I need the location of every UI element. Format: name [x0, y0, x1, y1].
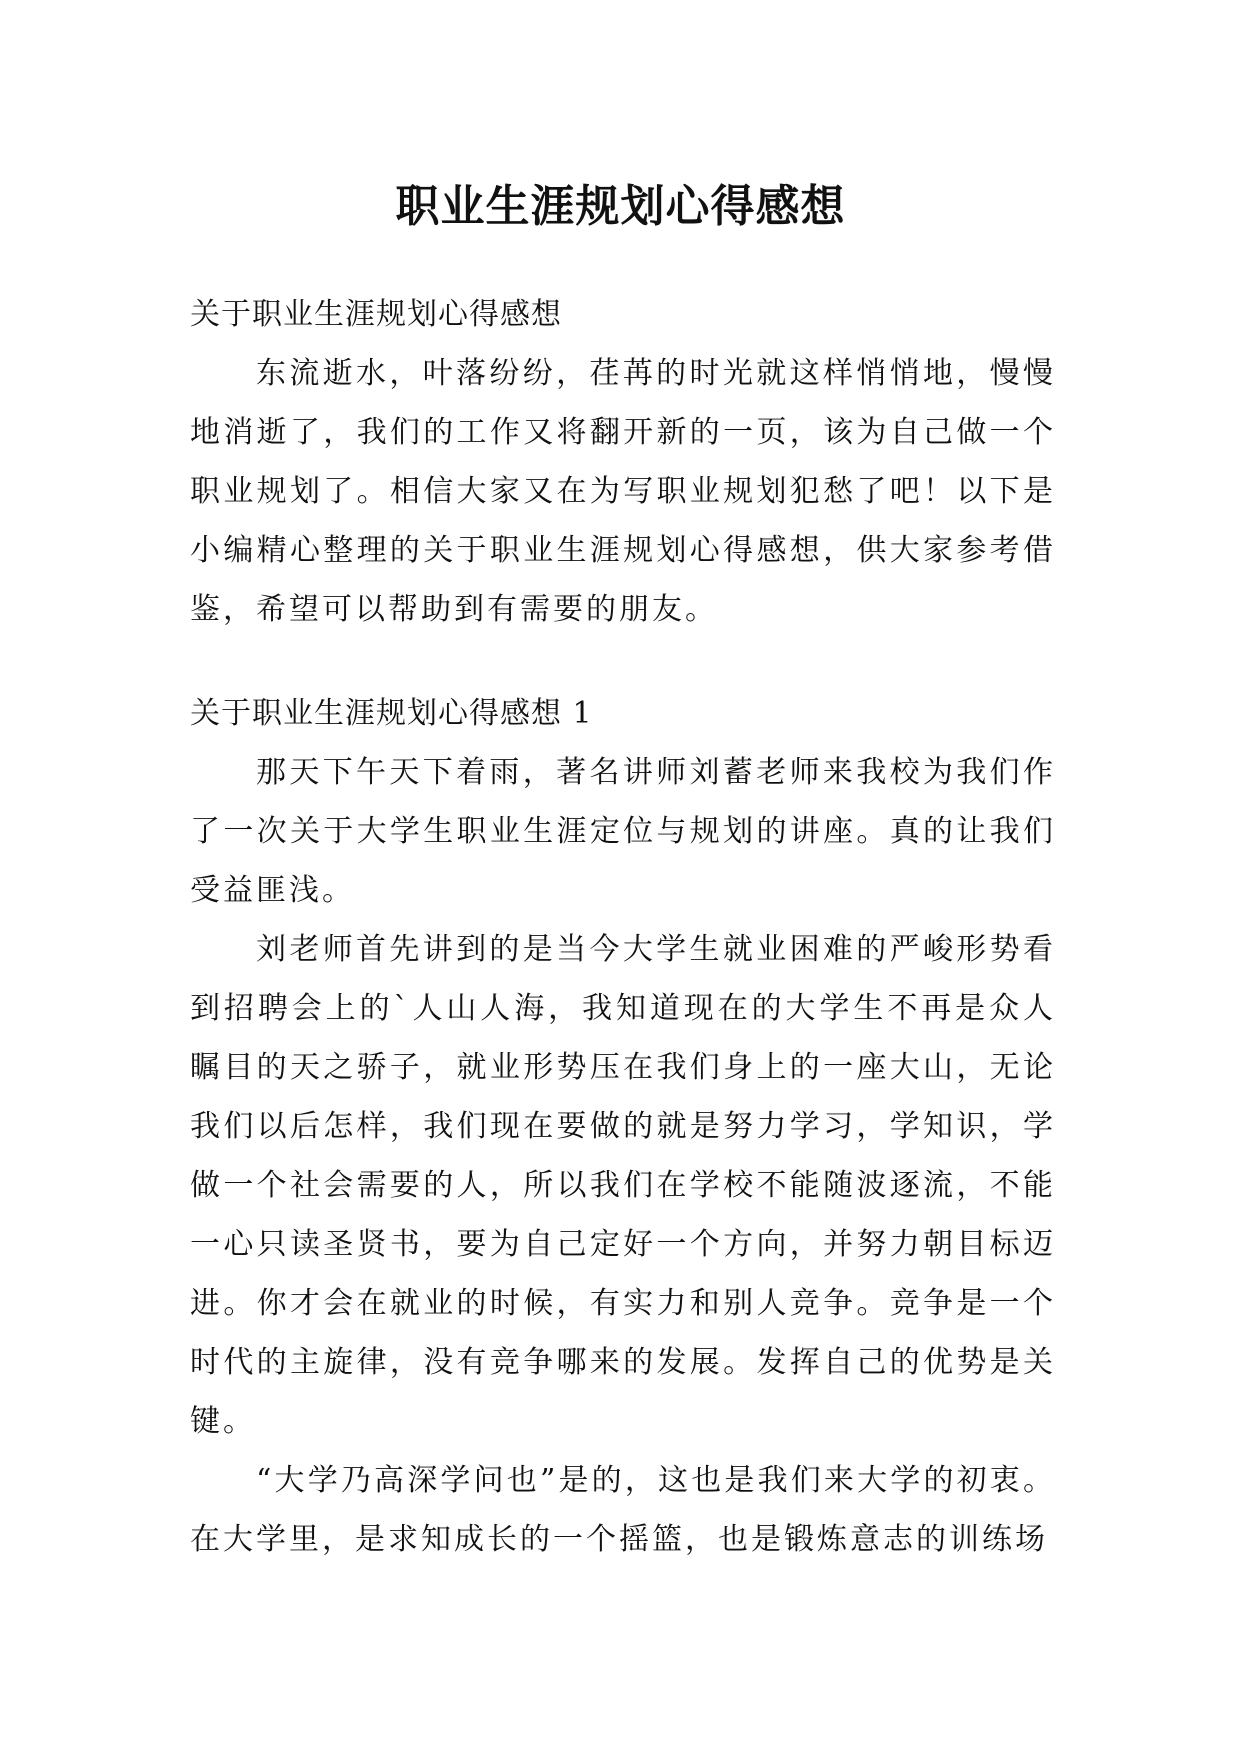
document-body [190, 285, 1056, 1569]
intro-heading: 关于职业生涯规划心得感想 [190, 297, 562, 332]
body-paragraph: 刘老师首先讲到的是当今大学生就业困难的严峻形势看到招聘会上的`人山人海，我知道现在的大学生不再是众人瞩目的天之骄子，就业形势压在我们身上的一座大山，无论我们以后怎样，我们现在要做的就是努力学习，学知识，学做一个社会需要的人，所以我们在学校不能随波逐流，不能一心只读圣贤书，要为自己定好一个方向，并努力朝目标迈进。你才会在就业的时候，有实力和别人竞争。竞争是一个时代的主旋律，没有竞争哪来的发展。发挥自己的优势是关键。 [190, 932, 1056, 1439]
page-title: 职业生涯规划心得感想 [395, 181, 846, 233]
intro-paragraph: 东流逝水，叶落纷纷，荏苒的时光就这样悄悄地，慢慢地消逝了，我们的工作又将翻开新的一页，该为自己做一个职业规划了。相信大家又在为写职业规划犯愁了吧！以下是小编精心整理的关于职业生涯规划心得感想，供大家参考借鉴，希望可以帮助到有需要的朋友。 [190, 356, 1056, 627]
body-paragraph: 那天下午天下着雨，著名讲师刘蓄老师来我校为我们作了一次关于大学生职业生涯定位与规划的讲座。真的让我们受益匪浅。 [190, 755, 1056, 908]
body-paragraph: “大学乃高深学问也”是的，这也是我们来大学的初衷。在大学里，是求知成长的一个摇篮，也是锻炼意志的训练场 [190, 1463, 1056, 1557]
section-heading: 关于职业生涯规划心得感想 1 [190, 696, 593, 731]
